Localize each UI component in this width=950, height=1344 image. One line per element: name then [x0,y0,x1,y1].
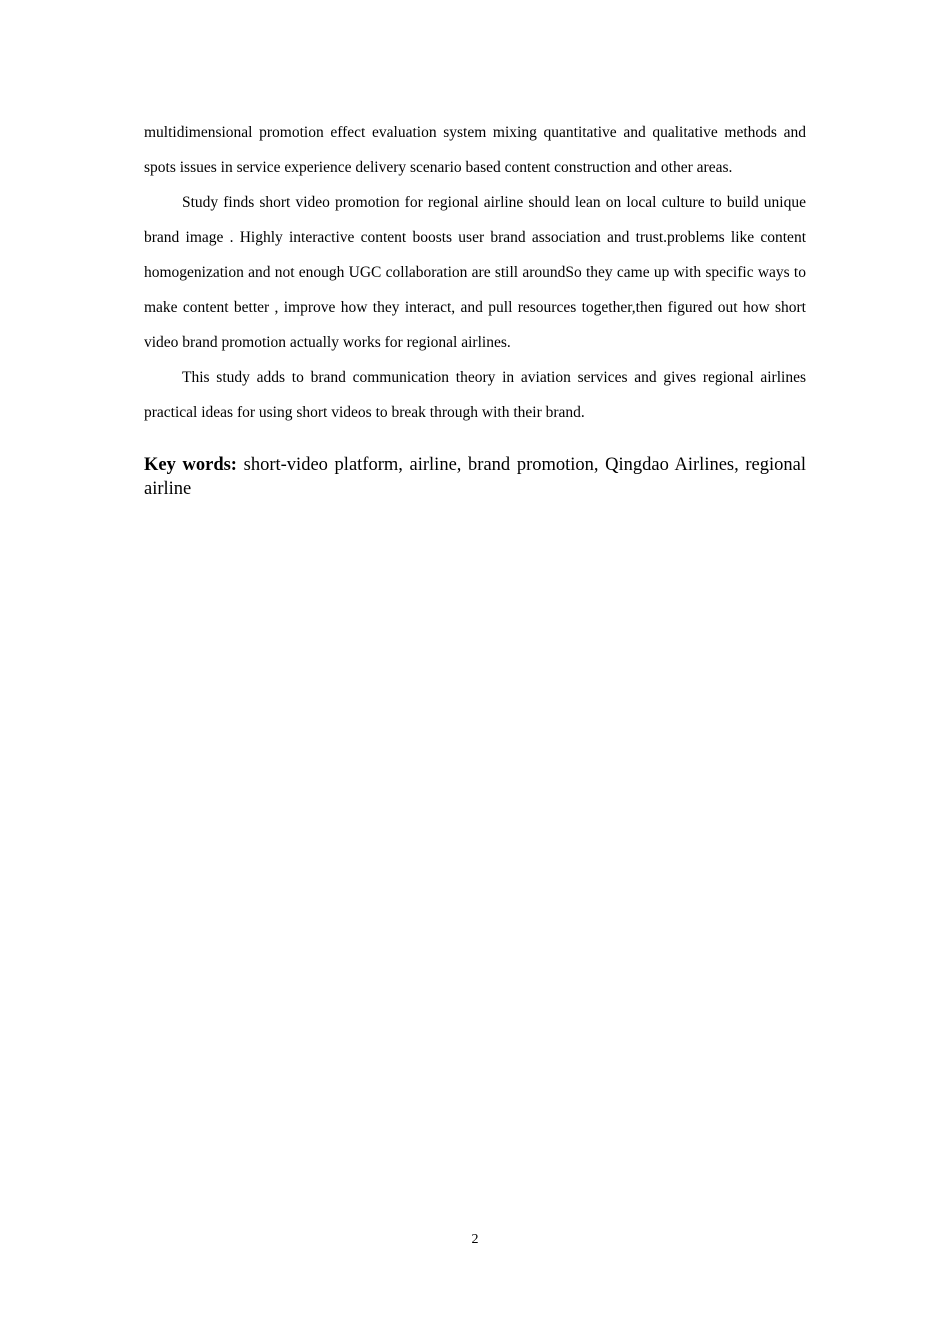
abstract-paragraph-findings: Study finds short video promotion for regional airline should lean on local culture to build unique brand image . Highly interactive content boosts user brand association and trust.problems like content homogenization and not enough UGC collaboration are still aroundSo they came up with specific ways to make content better , improve how they interact, and pull resources together,then figured out how short video brand promotion actually works for regional airlines. [144,194,806,351]
abstract-paragraph-contribution: This study adds to brand communication theory in aviation services and gives regional airlines practical ideas for using short videos to break through with their brand. [144,369,806,421]
keywords-label: Key words: [144,455,237,475]
keywords-text: short-video platform, airline, brand promotion, Qingdao Airlines, regional airline [144,455,807,499]
abstract-paragraph-continuation: multidimensional promotion effect evaluation system mixing quantitative and qualitative methods and spots issues in service experience delivery scenario based content construction and other areas. [144,124,806,176]
page-number: 2 [471,1232,479,1247]
document-body [144,115,806,501]
keywords-line [144,453,806,501]
